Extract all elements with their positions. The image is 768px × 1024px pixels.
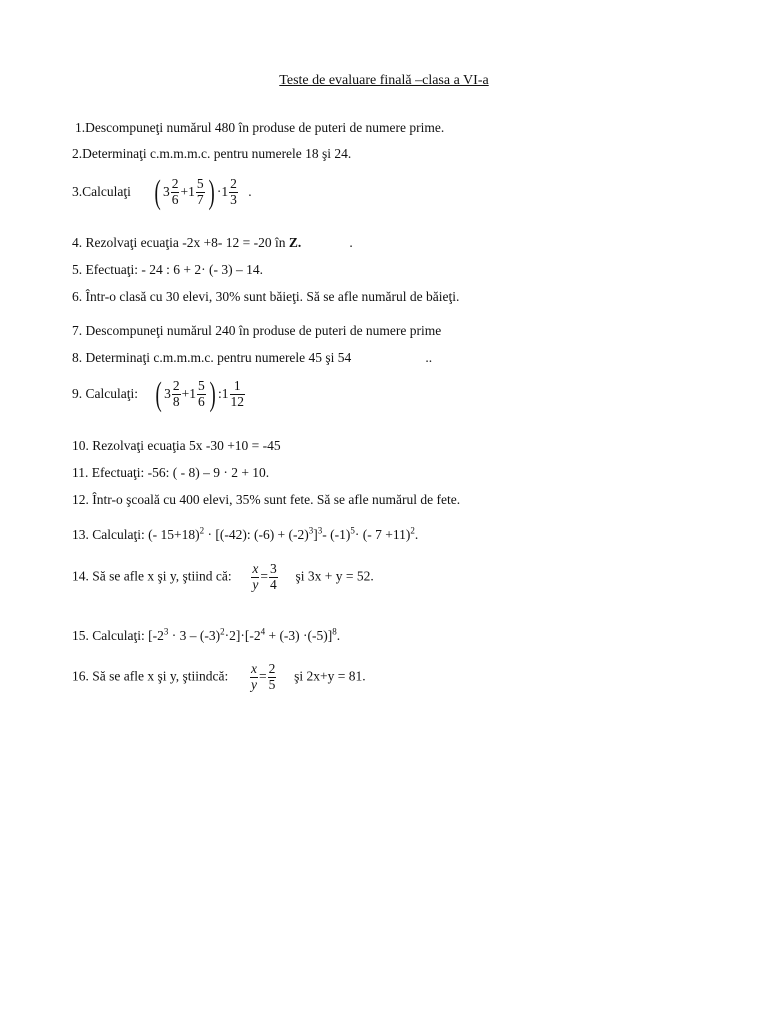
mixed-number-c: 1 $\frac{2}{3}$ <box>221 175 237 207</box>
mixed-number-a: 3 $\frac{2}{6}$ <box>162 175 179 207</box>
fraction-b: $\frac{5}{7}$ <box>196 175 204 207</box>
exercise-1: 1.Descompuneţi numărul 480 în produse de puteri de numere prime. <box>75 120 445 135</box>
exercise-3-label: 3.Calculaţi <box>72 184 131 200</box>
fraction-c: $\frac{2}{3}$ <box>230 175 237 207</box>
fraction-constant: $\frac{2}{5}$ <box>268 661 276 692</box>
mixed-number-b: 1 $\frac{5}{7}$ <box>188 175 204 207</box>
mixed-number-c: 1 $\frac{1}{12}$ <box>221 377 245 409</box>
exercise-10: 10. Rezolvaţi ecuaţia 5x -30 +10 = -45 <box>72 438 281 453</box>
exercise-14: 14. Să se afle x şi y, ştiind că: $\frac{x}{y}$ = $\frac{3}{4}$ şi 3x + y = 52. <box>72 561 374 592</box>
exercise-3: 3.Calculaţi ( 3 $\frac{2}{6}$ + 1 $\frac{5}{7}$ ) · 1 $\frac{2}{3}$ . <box>72 174 252 211</box>
exercise-6: 6. Într-o clasă cu 30 elevi, 30% sunt băieţi. Să se afle numărul de băieţi. <box>72 289 460 304</box>
exercise-5: 5. Efectuaţi: - 24 : 6 + 2· (- 3) – 14. <box>72 262 263 277</box>
left-paren: ( <box>155 376 162 413</box>
right-paren: ) <box>209 376 216 413</box>
fraction-constant: $\frac{3}{4}$ <box>269 561 277 592</box>
exercise-16: 16. Să se afle x şi y, ştiindcă: $\frac{x}{y}$ = $\frac{2}{5}$ şi 2x+y = 81. <box>72 661 366 692</box>
mixed-number-b: 1 $\frac{5}{6}$ <box>189 377 205 409</box>
exercise-11: 11. Efectuaţi: -56: ( - 8) – 9 · 2 + 10. <box>72 465 270 480</box>
fraction-c: $\frac{1}{12}$ <box>230 377 245 409</box>
exercise-15: 15. Calculaţi: $[-2^3 \cdot 3 - (-3)^2\cdot 2]\cdot[-2^4 + (-3) \cdot(-5)]^8$. <box>72 626 341 643</box>
page-title: Teste de evaluare finală –clasa a VI-a <box>279 73 489 88</box>
left-paren: ( <box>154 174 161 211</box>
exercise-13: 13. Calculaţi: (- 15+18)$^2$ · [(-42): $(-6) + (-2)^3]^3-$ $(-1)^5\cdot$ (- 7 +11)$^2$. <box>72 525 419 542</box>
right-paren: ) <box>208 174 215 211</box>
exercise-2: 2.Determinaţi c.m.m.m.c. pentru numerele 18 şi 24. <box>72 146 352 161</box>
fraction-x-over-y: $\frac{x}{y}$ <box>252 561 259 592</box>
fraction-a: $\frac{2}{8}$ <box>172 377 180 409</box>
exercise-4: 4. Rezolvaţi ecuaţia -2x +8- 12 = -20 în Z. . <box>72 235 353 250</box>
exercise-8: 8. Determinaţi c.m.m.m.c. pentru numerele 45 şi 54 .. <box>72 350 433 365</box>
fraction-b: $\frac{5}{6}$ <box>197 377 205 409</box>
exercise-12: 12. Într-o şcoală cu 400 elevi, 35% sunt fete. Să se afle numărul de fete. <box>72 492 461 507</box>
exercise-9-label: 9. Calculaţi: <box>72 386 138 402</box>
mixed-number-a: 3 $\frac{2}{8}$ <box>164 377 180 409</box>
exercise-7: 7. Descompuneţi numărul 240 în produse de puteri de numere prime <box>72 323 442 338</box>
fraction-x-over-y: $\frac{x}{y}$ <box>250 661 257 692</box>
fraction-a: $\frac{2}{6}$ <box>171 175 179 207</box>
exercise-9: 9. Calculaţi: ( 3 $\frac{2}{8}$ + 1 $\frac{5}{6}$ ) : 1 $\frac{1}{12}$ <box>72 376 245 413</box>
